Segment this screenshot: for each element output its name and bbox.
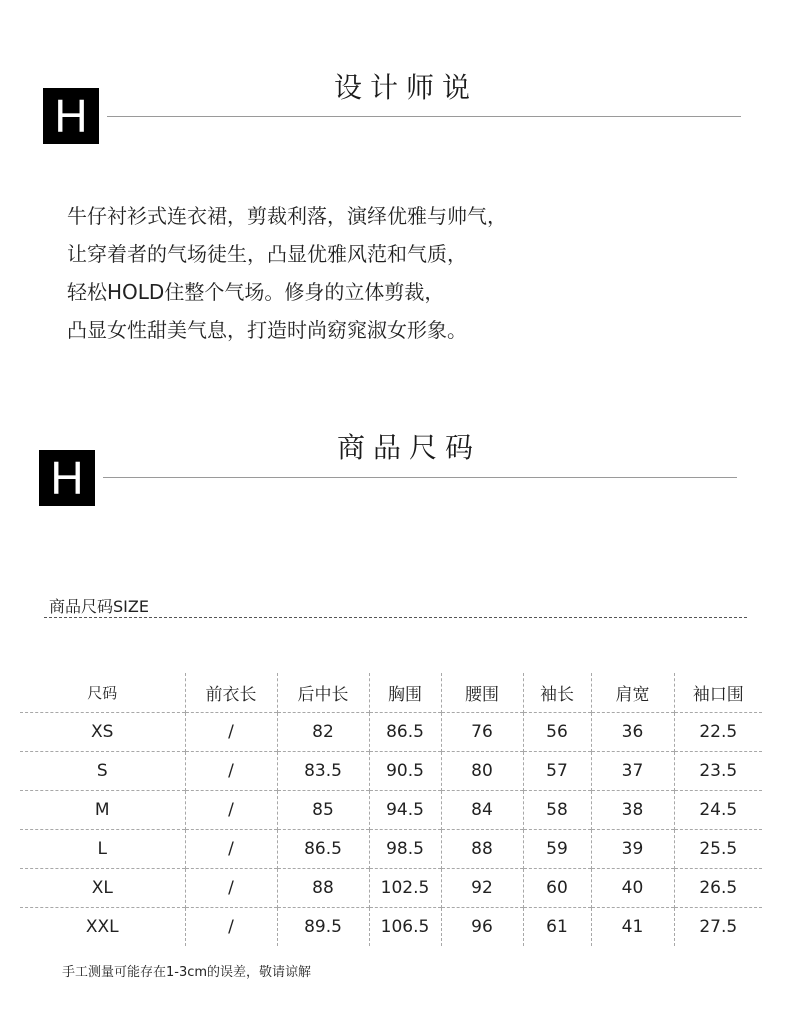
table-cell: 37 [591,752,674,791]
header-cell: 肩宽 [591,673,674,713]
header-cell: 尺码 [87,684,118,702]
table-cell: / [185,869,277,908]
header-cell: 腰围 [441,673,523,713]
table-cell: 38 [591,791,674,830]
table-cell: 36 [591,713,674,752]
header-cell: 袖长 [523,673,591,713]
table-cell: 57 [523,752,591,791]
table-cell: / [185,713,277,752]
table-cell: 27.5 [674,908,762,947]
table-cell: 106.5 [369,908,441,947]
size-table-label: 商品尺码SIZE [49,597,149,616]
size-table [20,673,762,946]
designer-section-title: 设计师说 [334,71,479,104]
table-row [20,791,762,830]
table-cell: XXL [85,917,119,937]
size-table-header-row [20,673,762,713]
header-cell: 后中长 [277,673,369,713]
table-cell: 60 [523,869,591,908]
table-row [20,869,762,908]
table-cell: 22.5 [674,713,762,752]
description-line: 牛仔衬衫式连衣裙，剪裁利落，演绎优雅与帅气， [67,204,507,228]
table-cell: 59 [523,830,591,869]
table-cell: 83.5 [277,752,369,791]
table-cell: / [185,752,277,791]
table-row [20,830,762,869]
table-cell: 56 [523,713,591,752]
description-line: 让穿着者的气场徒生，凸显优雅风范和气质， [67,242,467,266]
table-cell: 86.5 [369,713,441,752]
table-cell: 86.5 [277,830,369,869]
size-section-title: 商品尺码 [337,431,482,464]
table-cell: M [94,800,110,820]
header-cell: 前衣长 [185,673,277,713]
table-cell: 23.5 [674,752,762,791]
table-cell: 24.5 [674,791,762,830]
table-cell: 58 [523,791,591,830]
table-row [20,908,762,947]
size-divider [103,477,737,478]
table-cell: 102.5 [369,869,441,908]
table-cell: XL [91,878,113,898]
table-cell: 61 [523,908,591,947]
size-label-rule [44,617,747,618]
table-cell: 89.5 [277,908,369,947]
table-cell: 26.5 [674,869,762,908]
table-cell: 40 [591,869,674,908]
measurement-footnote: 手工测量可能存在1-3cm的误差，敬请谅解 [62,965,312,980]
section-badge-designer: H [43,88,99,144]
table-cell: / [185,908,277,947]
table-cell: L [97,839,107,859]
table-cell: XS [91,722,114,742]
table-cell: 84 [441,791,523,830]
table-cell: / [185,791,277,830]
section-badge-size: H [39,450,95,506]
table-cell: 85 [277,791,369,830]
table-cell: / [185,830,277,869]
designer-divider [107,116,741,117]
table-cell: 96 [441,908,523,947]
description-line: 轻松HOLD住整个气场。修身的立体剪裁， [67,280,445,304]
table-row [20,752,762,791]
table-cell: 88 [277,869,369,908]
description-line: 凸显女性甜美气息，打造时尚窈窕淑女形象。 [67,318,467,342]
table-cell: 92 [441,869,523,908]
table-cell: S [96,761,108,781]
header-cell: 袖口围 [674,673,762,713]
table-cell: 98.5 [369,830,441,869]
table-cell: 41 [591,908,674,947]
table-cell: 88 [441,830,523,869]
table-cell: 82 [277,713,369,752]
table-cell: 94.5 [369,791,441,830]
table-cell: 80 [441,752,523,791]
table-cell: 39 [591,830,674,869]
designer-description [67,197,507,349]
table-cell: 90.5 [369,752,441,791]
table-cell: 76 [441,713,523,752]
table-row [20,713,762,752]
table-cell: 25.5 [674,830,762,869]
header-cell: 胸围 [369,673,441,713]
